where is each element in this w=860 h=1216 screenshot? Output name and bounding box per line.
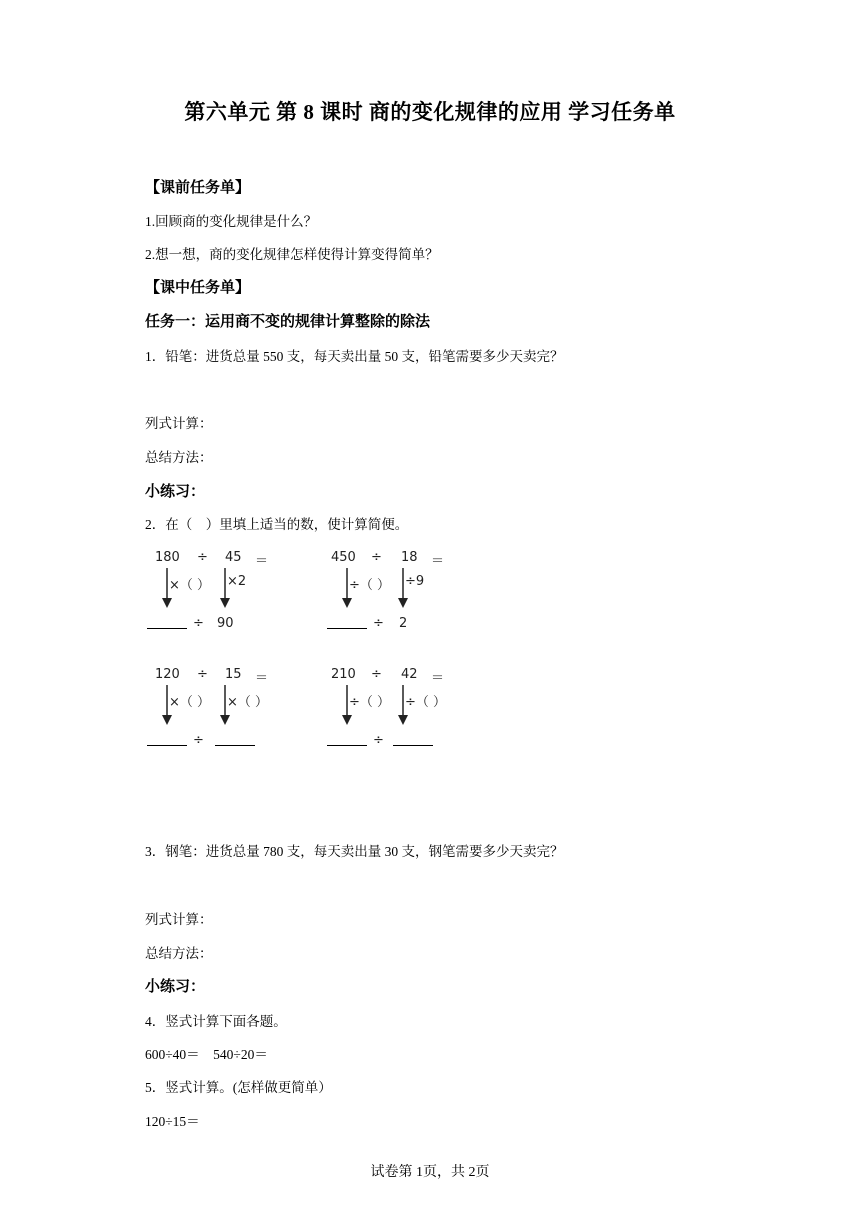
dividend: 180 (155, 550, 180, 565)
calc-label: 列式计算： (145, 416, 213, 431)
left-operation: ÷（ ） (349, 578, 391, 593)
result-division-sign: ÷ (373, 616, 384, 631)
answer-blank-left[interactable] (147, 729, 187, 746)
division-sign: ÷ (371, 667, 382, 682)
division-sign: ÷ (197, 667, 208, 682)
in-class-heading: 【课中任务单】 (145, 280, 251, 296)
answer-blank[interactable] (327, 612, 367, 629)
division-diagram-2 (327, 550, 487, 640)
equals-sign: ＝ (255, 671, 269, 686)
answer-blank-right[interactable] (393, 729, 433, 746)
equals-sign: ＝ (431, 554, 445, 569)
division-sign: ÷ (371, 550, 382, 565)
divisor: 42 (401, 667, 418, 682)
calc-label-2: 列式计算： (145, 912, 213, 927)
question-1: 1．铅笔：进货总量 550 支，每天卖出量 50 支，铅笔需要多少天卖完？ (145, 349, 564, 364)
dividend: 450 (331, 550, 356, 565)
result-divisor: 2 (399, 616, 408, 631)
dividend: 210 (331, 667, 356, 682)
left-operation: ×（ ） (169, 578, 211, 593)
right-operation: ÷9 (405, 574, 425, 589)
pre-task-heading: 【课前任务单】 (145, 180, 251, 196)
right-operation: ÷（ ） (405, 695, 447, 710)
task1-title: 任务一：运用商不变的规律计算整除的除法 (145, 314, 431, 330)
right-operation: ×2 (227, 574, 247, 589)
result-divisor: 90 (217, 616, 234, 631)
question-2: 2．在（ ）里填上适当的数，使计算简便。 (145, 517, 409, 532)
division-diagram-4 (327, 667, 487, 757)
answer-blank-right[interactable] (215, 729, 255, 746)
pre-task-question-1: 1.回顾商的变化规律是什么？ (145, 214, 318, 229)
question-3: 3．钢笔：进货总量 780 支，每天卖出量 30 支，钢笔需要多少天卖完？ (145, 844, 564, 859)
question-4-items: 600÷40＝ 540÷20＝ (145, 1047, 268, 1062)
divisor: 45 (225, 550, 242, 565)
result-division-sign: ÷ (193, 733, 204, 748)
summary-label: 总结方法： (145, 450, 213, 465)
divisor: 15 (225, 667, 242, 682)
summary-label-2: 总结方法： (145, 946, 213, 961)
left-operation: ÷（ ） (349, 695, 391, 710)
page-title: 第六单元 第 8 课时 商的变化规律的应用 学习任务单 (184, 100, 676, 124)
pre-task-question-2: 2.想一想，商的变化规律怎样使得计算变得简单？ (145, 247, 439, 262)
division-diagram-3 (147, 667, 307, 757)
answer-blank-left[interactable] (327, 729, 367, 746)
practice-heading-2: 小练习： (145, 979, 206, 995)
dividend: 120 (155, 667, 180, 682)
division-sign: ÷ (197, 550, 208, 565)
right-operation: ×（ ） (227, 695, 269, 710)
page-footer: 试卷第 1页，共 2页 (370, 1165, 490, 1180)
answer-blank[interactable] (147, 612, 187, 629)
division-diagram-1 (147, 550, 307, 640)
left-operation: ×（ ） (169, 695, 211, 710)
result-division-sign: ÷ (373, 733, 384, 748)
question-5-item: 120÷15＝ (145, 1114, 200, 1129)
practice-heading: 小练习： (145, 484, 206, 500)
equals-sign: ＝ (431, 671, 445, 686)
question-4: 4．竖式计算下面各题。 (145, 1014, 287, 1029)
question-5: 5．竖式计算。(怎样做更简单） (145, 1080, 332, 1095)
result-division-sign: ÷ (193, 616, 204, 631)
divisor: 18 (401, 550, 418, 565)
equals-sign: ＝ (255, 554, 269, 569)
